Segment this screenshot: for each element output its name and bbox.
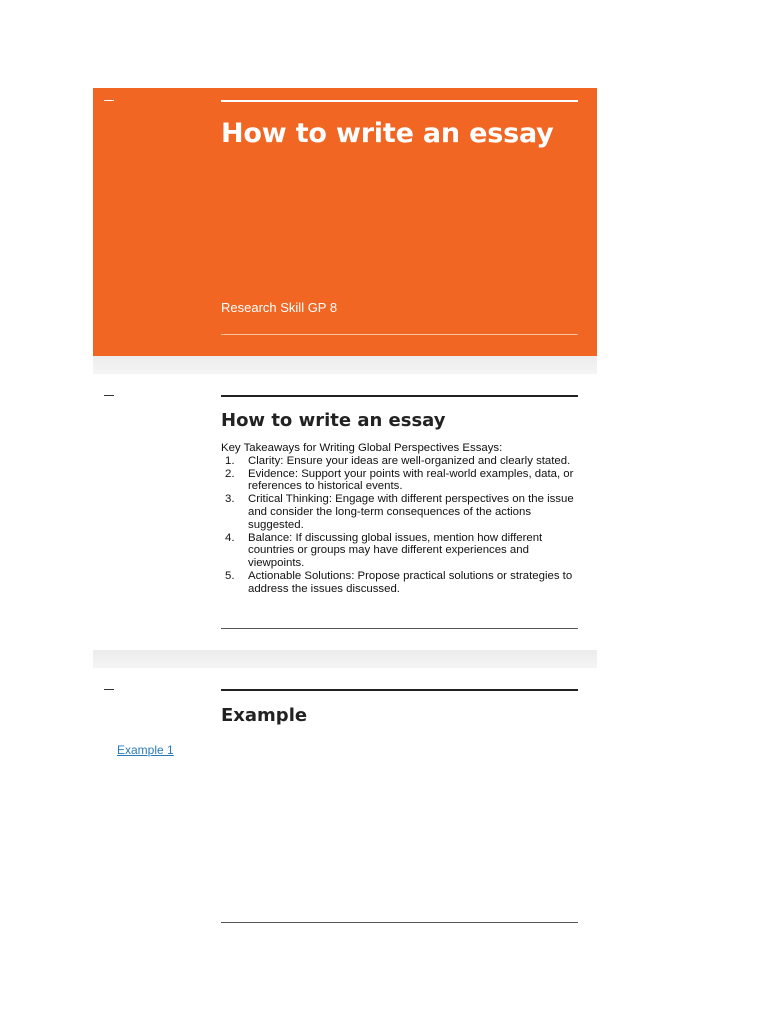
list-item bbox=[221, 493, 581, 531]
section-title: How to write an essay bbox=[221, 410, 446, 431]
slide-marker bbox=[104, 395, 114, 396]
takeaways-slide bbox=[93, 374, 597, 650]
list-item bbox=[221, 532, 581, 570]
title-bottom-rule bbox=[221, 334, 578, 335]
slide-separator bbox=[93, 650, 597, 668]
list-item bbox=[221, 455, 581, 468]
section-bottom-rule bbox=[221, 922, 578, 923]
section-top-rule bbox=[221, 689, 578, 691]
list-number: 2. bbox=[225, 467, 235, 480]
slide-separator bbox=[93, 356, 597, 374]
list-item-text: Critical Thinking: Engage with different perspectives on the issue and consider the long-term consequences of the actions suggested. bbox=[248, 493, 574, 531]
presentation-title: How to write an essay bbox=[221, 118, 554, 149]
presentation-subtitle: Research Skill GP 8 bbox=[221, 300, 338, 315]
section-top-rule bbox=[221, 395, 578, 397]
example-slide bbox=[93, 668, 597, 958]
takeaways-list bbox=[221, 455, 581, 596]
example-1-link[interactable]: Example 1 bbox=[117, 743, 174, 757]
takeaways-body bbox=[221, 442, 581, 596]
title-slide bbox=[93, 88, 597, 356]
list-number: 5. bbox=[225, 569, 235, 582]
section-title: Example bbox=[221, 705, 308, 726]
list-item-text: Clarity: Ensure your ideas are well-organized and clearly stated. bbox=[248, 454, 571, 467]
list-item-text: Balance: If discussing global issues, mention how different countries or groups may have different experiences and viewpoints. bbox=[248, 531, 543, 570]
list-item bbox=[221, 570, 581, 596]
list-number: 1. bbox=[225, 454, 235, 467]
list-item bbox=[221, 468, 581, 494]
slide-marker bbox=[104, 100, 114, 101]
list-item-text: Actionable Solutions: Propose practical solutions or strategies to address the issues discussed. bbox=[248, 569, 573, 595]
title-top-rule bbox=[221, 100, 578, 102]
list-number: 3. bbox=[225, 493, 235, 506]
list-item-text: Evidence: Support your points with real-world examples, data, or references to historical events. bbox=[248, 467, 574, 493]
slide-marker bbox=[104, 689, 114, 690]
takeaways-intro: Key Takeaways for Writing Global Perspectives Essays: bbox=[221, 442, 503, 454]
list-number: 4. bbox=[225, 531, 235, 544]
section-bottom-rule bbox=[221, 628, 578, 629]
